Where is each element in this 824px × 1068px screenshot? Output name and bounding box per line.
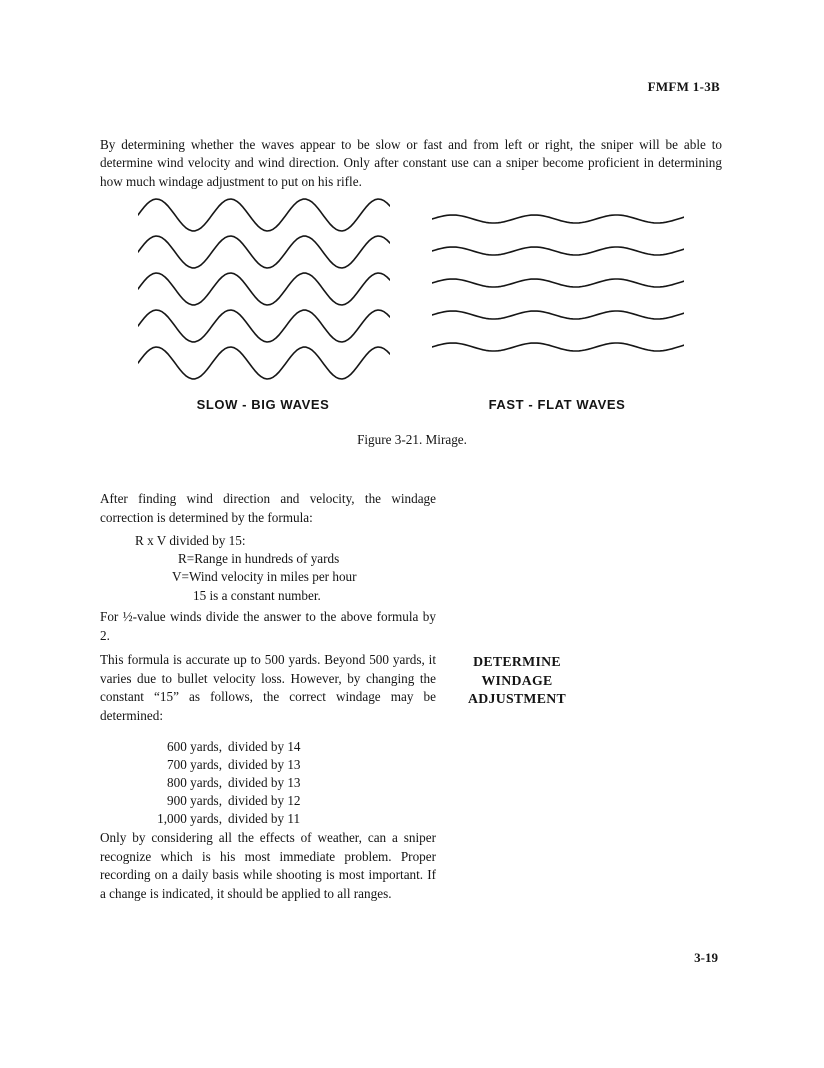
range-value: 1,000 yards, — [157, 811, 222, 827]
range-value: 600 yards, — [167, 739, 222, 754]
margin-heading-determine-windage — [442, 653, 592, 709]
slow-big-waves-figure — [138, 196, 390, 382]
range-list-item — [128, 756, 301, 774]
page-number: 3-19 — [694, 950, 718, 965]
closing-paragraph: Only by considering all the effects of weather, can a sniper recognize which is his most immediate problem. Proper recording on a daily basis while shooting is most important. If a change is indicated, it should be applied to all ranges. — [100, 830, 436, 902]
half-value-paragraph: For ½-value winds divide the answer to the above formula by 2. — [100, 609, 436, 643]
margin-heading-line: ADJUSTMENT — [467, 691, 567, 707]
doc-code: FMFM 1-3B — [647, 79, 720, 94]
slow-big-waves-label: SLOW - BIG WAVES — [196, 397, 330, 412]
range-rule: divided by 14 — [228, 739, 301, 754]
range-list-item — [128, 774, 301, 792]
range-rule: divided by 11 — [228, 811, 301, 827]
range-list-item — [128, 792, 301, 810]
range-value: 700 yards, — [167, 757, 222, 773]
range-rule: divided by 13 — [228, 757, 301, 773]
margin-heading-line: WINDAGE — [481, 672, 553, 688]
range-rule: divided by 12 — [228, 793, 301, 809]
figure-caption: Figure 3-21. Mirage. — [357, 432, 467, 447]
range-rule: divided by 13 — [228, 775, 301, 791]
intro-paragraph: By determining whether the waves appear to be slow or fast and from left or right, the sniper will be able to determine wind velocity and wind direction. Only after constant use can a sniper become proficient in determining how much windage adjustment to put on his rifle. — [100, 137, 722, 189]
margin-heading-line: DETERMINE — [473, 654, 561, 669]
formula-line-4: 15 is a constant number. — [193, 587, 321, 603]
range-divisor-list — [128, 738, 301, 828]
formula-line-3: V=Wind velocity in miles per hour — [172, 569, 357, 585]
accuracy-paragraph: This formula is accurate up to 500 yards. Beyond 500 yards, it varies due to bullet velocity loss. However, by changing the constant “15” as follows, the correct windage may be determined: — [100, 652, 436, 724]
range-value: 900 yards, — [167, 793, 222, 809]
range-value: 800 yards, — [167, 775, 222, 791]
fast-flat-waves-label: FAST - FLAT WAVES — [488, 397, 626, 412]
formula-line-2: R=Range in hundreds of yards — [178, 551, 340, 567]
windage-formula — [135, 532, 357, 605]
after-finding-paragraph: After finding wind direction and velocity, the windage correction is determined by the formula: — [100, 491, 436, 525]
range-list-item — [128, 810, 301, 828]
formula-line-1: R x V divided by 15: — [135, 533, 246, 548]
range-list-item — [128, 738, 301, 756]
fast-flat-waves-figure — [432, 212, 684, 354]
